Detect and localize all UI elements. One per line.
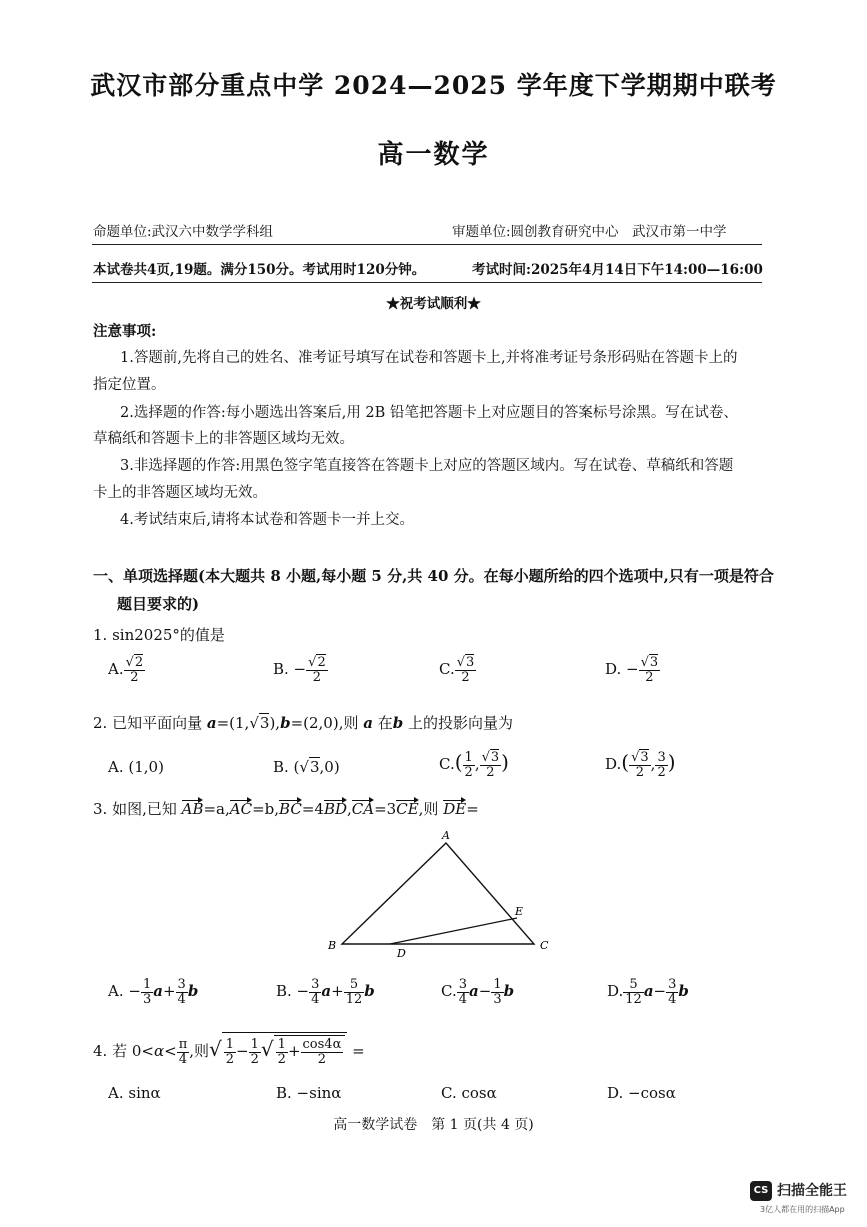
info-divider <box>92 282 762 283</box>
q3-option-a: A. − $\frac{1}{3}$ a+ $\frac{3}{4}$ b <box>108 977 199 1007</box>
notice-item: 卡上的非答题区域均无效。 <box>93 485 267 501</box>
notice-item: 1.答题前,先将自己的姓名、准考证号填写在试卷和答题卡上,并将准考证号条形码贴在答题卡上的 <box>120 350 738 366</box>
watermark-name: 扫描全能王 <box>777 1183 847 1199</box>
exam-info: 本试卷共4页,19题。满分150分。考试用时120分钟。 <box>93 262 426 278</box>
question-2-stem: 2. 已知平面向量 a=(1,√3),b=(2,0),则 a 在b 上的投影向量为 <box>93 714 514 732</box>
subject-title: 高一数学 <box>377 140 490 170</box>
q2-option-b: B. (√3,0) <box>273 758 340 776</box>
watermark-tagline: 3亿人都在用的扫描App <box>760 1205 845 1214</box>
q2-option-d: D.( $\frac{√3}{2}$ , $\frac{3}{2}$ ) <box>605 749 676 780</box>
question-4-stem: 4. 若 0<α< $\frac{\pi}{4}$ ,则√ $\frac{1}{2}$ − $\frac{1}{2}$ √ $\frac{1}{2}$ + $\frac{\cos 4\alpha}{2}$ = <box>93 1032 365 1066</box>
reviewer: 审题单位:圆创教育研究中心 武汉市第一中学 <box>452 224 727 240</box>
label-a: A <box>442 829 450 842</box>
proposer: 命题单位:武汉六中数学学科组 <box>93 224 274 240</box>
triangle-figure <box>320 825 560 965</box>
wish-banner: ★祝考试顺利★ <box>386 296 481 312</box>
q3-option-c: C. $\frac{3}{4}$ a− $\frac{1}{3}$ b <box>441 977 515 1007</box>
label-c: C <box>540 939 549 952</box>
section-heading-cont: 题目要求的) <box>117 595 200 613</box>
q4-option-a: A. sinα <box>108 1084 161 1102</box>
label-e: E <box>515 905 524 918</box>
q2-option-a: A. (1,0) <box>108 758 164 776</box>
q4-option-d: D. −cosα <box>607 1084 676 1102</box>
exam-title: 武汉市部分重点中学 2024—2025 学年度下学期期中联考 <box>90 71 777 100</box>
header-divider <box>92 244 762 245</box>
notice-item: 草稿纸和答题卡上的非答题区域均无效。 <box>93 431 354 447</box>
camscanner-logo-icon: CS <box>750 1181 772 1201</box>
notice-heading: 注意事项: <box>93 323 157 340</box>
notice-item: 指定位置。 <box>93 377 166 393</box>
notice-item: 4.考试结束后,请将本试卷和答题卡一并上交。 <box>120 512 414 528</box>
q4-option-c: C. cosα <box>441 1084 497 1102</box>
label-b: B <box>328 939 337 952</box>
q1-option-b: B. − $\frac{√2}{2}$ <box>273 655 326 685</box>
section-heading: 一、单项选择题(本大题共 8 小题,每小题 5 分,共 40 分。在每小题所给的四个选项中,只有一项是符合 <box>93 567 774 585</box>
segment-de <box>390 918 517 944</box>
notice-item: 2.选择题的作答:每小题选出答案后,用 2B 铅笔把答题卡上对应题目的答案标号涂黑。写在试卷、 <box>120 405 738 421</box>
q1-option-a: A. $\frac{√2}{2}$ <box>108 655 144 685</box>
label-d: D <box>397 947 406 960</box>
question-3-stem: 3. 如图,已知 AB=a,AC=b,BC=4BD,CA=3CE,则 DE= <box>93 800 479 818</box>
q3-option-b: B. − $\frac{3}{4}$ a+ $\frac{5}{12}$ b <box>276 977 375 1007</box>
q3-option-d: D. $\frac{5}{12}$ a− $\frac{3}{4}$ b <box>607 977 689 1007</box>
notice-item: 3.非选择题的作答:用黑色签字笔直接答在答题卡上对应的答题区域内。写在试卷、草稿纸和答题 <box>120 458 734 474</box>
page-footer: 高一数学试卷 第 1 页(共 4 页) <box>333 1117 534 1133</box>
q2-option-c: C.( $\frac{1}{2}$ , $\frac{√3}{2}$ ) <box>439 749 509 780</box>
q1-option-c: C. $\frac{√3}{2}$ <box>439 655 475 685</box>
question-1-stem: 1. sin2025°的值是 <box>93 626 225 644</box>
q1-option-d: D. − $\frac{√3}{2}$ <box>605 655 659 685</box>
triangle-abc <box>342 843 534 944</box>
q4-option-b: B. −sinα <box>276 1084 342 1102</box>
exam-time: 考试时间:2025年4月14日下午14:00—16:00 <box>472 262 763 278</box>
